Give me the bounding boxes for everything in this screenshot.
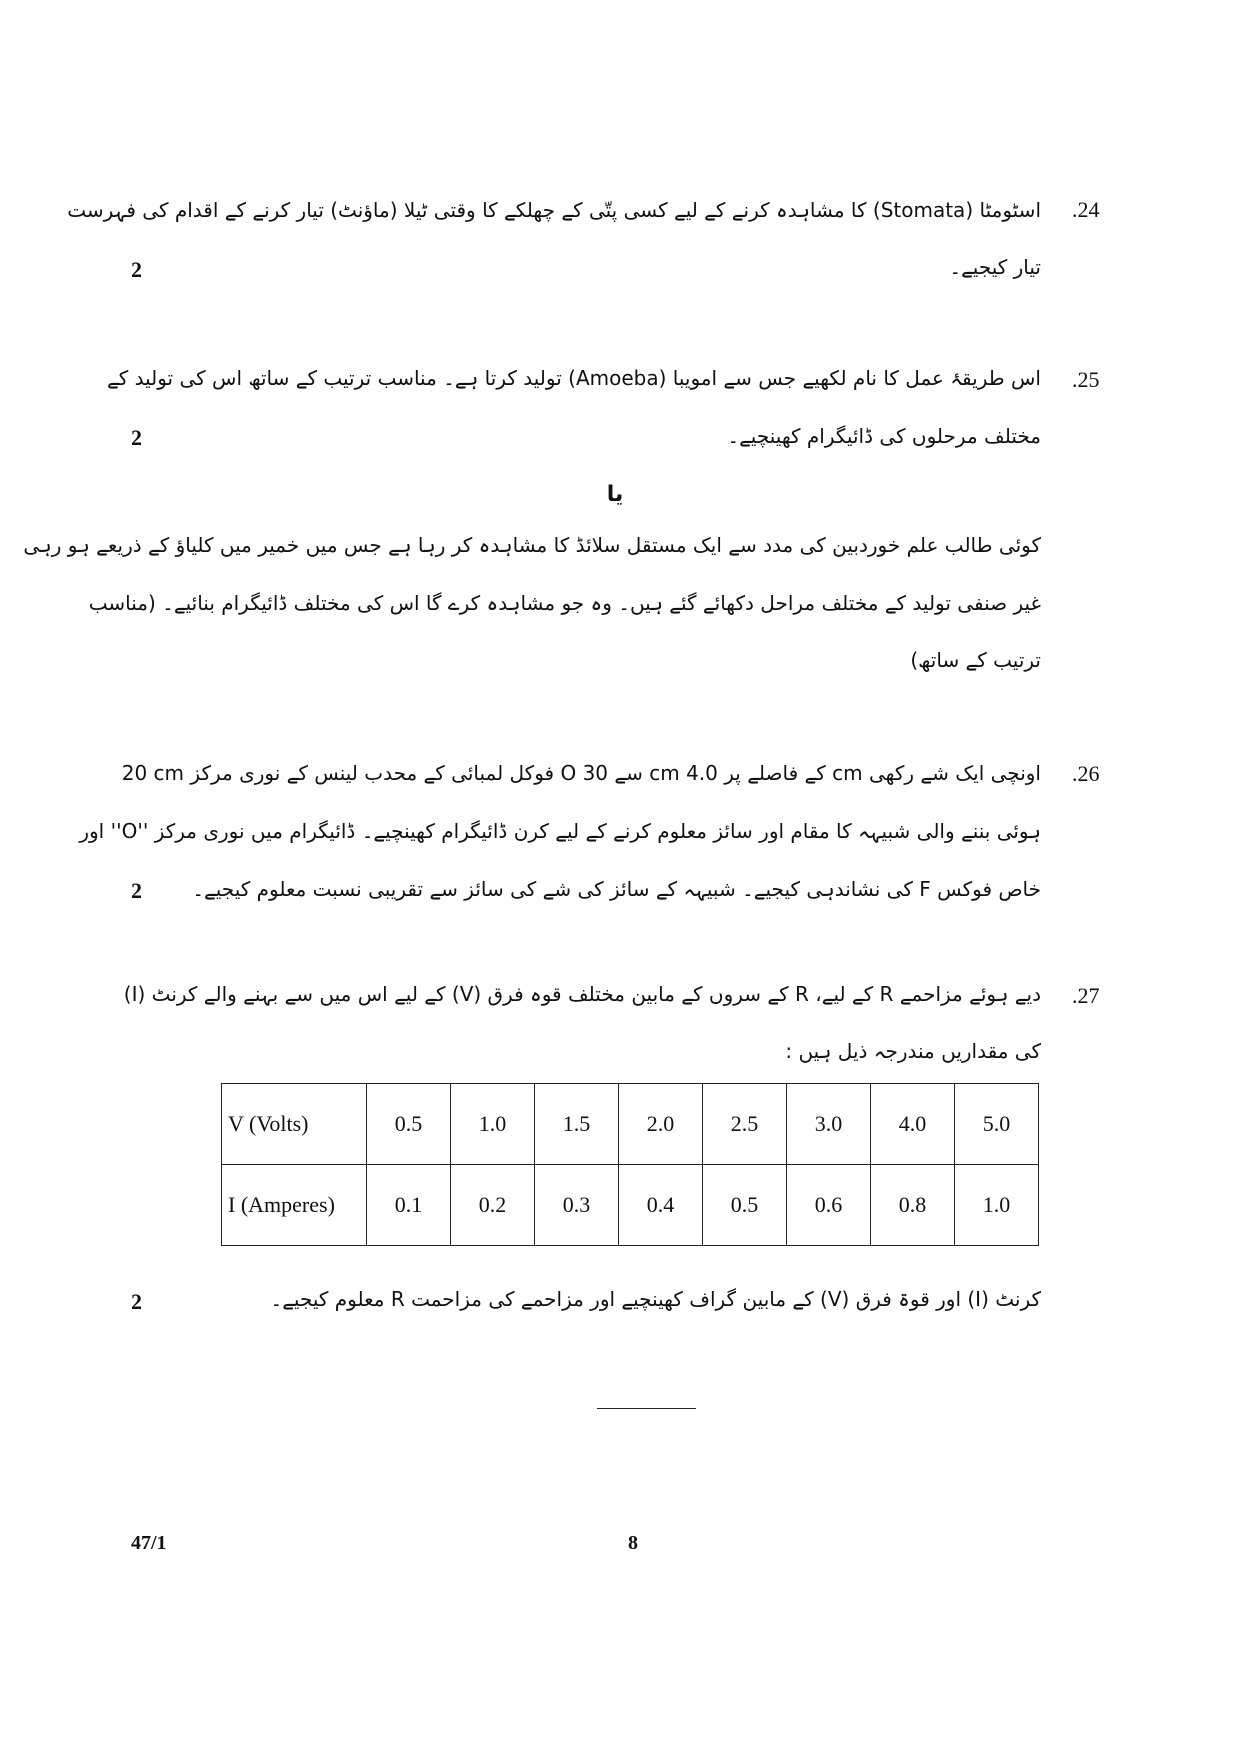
table-cell: 1.0 [451, 1084, 535, 1165]
question-24-marks: 2 [131, 257, 142, 282]
table-cell: 5.0 [955, 1084, 1039, 1165]
table-cell: 0.5 [367, 1084, 451, 1165]
end-divider [597, 1408, 696, 1409]
table-cell: 0.8 [871, 1165, 955, 1246]
table-cell: 0.4 [619, 1165, 703, 1246]
question-27-after-table: کرنٹ (I) اور قوۃ فرق (V) کے مابین گراف کھینچیے اور مزاحمے کی مزاحمت R معلوم کیجیے۔ [270, 1287, 1041, 1311]
question-25-or-line-2: غیر صنفی تولید کے مختلف مراحل دکھائے گئے ہیں۔ وہ جو مشاہدہ کرے گا اس کی مختلف ڈائیگرام بنائیے۔ (مناسب [88, 591, 1041, 615]
table-cell: 0.5 [703, 1165, 787, 1246]
table-row-current [222, 1165, 1039, 1246]
question-27-line-1: دیے ہوئے مزاحمے R کے لیے، R کے سروں کے مابین مختلف قوہ فرق (V) کے لیے اس میں سے بہنے والے کرنٹ (I) [123, 982, 1041, 1006]
question-25-line-1: اس طریقۂ عمل کا نام لکھیے جس سے امویبا (Amoeba) تولید کرتا ہے۔ مناسب ترتیب کے ساتھ اس کی تولید کے [107, 366, 1041, 390]
question-27-line-2: کی مقداریں مندرجہ ذیل ہیں : [785, 1039, 1041, 1063]
table-cell: 1.0 [955, 1165, 1039, 1246]
question-26-line-2: ہوئی بننے والی شبیہہ کا مقام اور سائز معلوم کرنے کے لیے کرن ڈائیگرام کھینچیے۔ ڈائیگرام میں نوری مرکز ''O'' اور [79, 819, 1041, 843]
question-26-line-1: 20 cm فوکل لمبائی کے محدب لینس کے نوری مرکز O سے 30 cm کے فاصلے پر 4.0 cm اونچی ایک شے رکھی [121, 761, 1041, 785]
question-24-line-1: اسٹومٹا (Stomata) کا مشاہدہ کرنے کے لیے کسی پتّی کے چھلکے کا وقتی ٹیلا (ماؤنٹ) تیار کرنے کے اقدام کی فہرست [67, 198, 1041, 222]
question-25-marks: 2 [131, 425, 142, 450]
question-25-number: .25 [1072, 367, 1100, 392]
table-cell: 2.5 [703, 1084, 787, 1165]
question-24-line-2: تیار کیجیے۔ [949, 255, 1041, 279]
question-25-or-line-1: کوئی طالب علم خوردبین کی مدد سے ایک مستقل سلائڈ کا مشاہدہ کر رہا ہے جس میں خمیر میں کلیاؤ کے ذریعے ہو رہی [23, 533, 1041, 557]
question-25-line-2: مختلف مرحلوں کی ڈائیگرام کھینچیے۔ [727, 424, 1041, 448]
table-cell: 4.0 [871, 1084, 955, 1165]
table-row-label: I (Amperes) [222, 1165, 367, 1246]
question-26-marks: 2 [131, 878, 142, 903]
or-label: یا [606, 482, 624, 507]
table-cell: 0.1 [367, 1165, 451, 1246]
table-cell: 3.0 [787, 1084, 871, 1165]
table-cell: 2.0 [619, 1084, 703, 1165]
table-cell: 0.2 [451, 1165, 535, 1246]
table-cell: 0.3 [535, 1165, 619, 1246]
table-row-voltage [222, 1084, 1039, 1165]
table-cell: 1.5 [535, 1084, 619, 1165]
table-cell: 0.6 [787, 1165, 871, 1246]
question-24-number: .24 [1072, 197, 1100, 222]
question-26-line-3: خاص فوکس F کی نشاندہی کیجیے۔ شبیہہ کے سائز کی شے کی سائز سے تقریبی نسبت معلوم کیجیے۔ [192, 877, 1041, 901]
question-27-number: .27 [1072, 983, 1100, 1008]
question-26-number: .26 [1072, 761, 1100, 786]
table-row-label: V (Volts) [222, 1084, 367, 1165]
question-27-marks: 2 [131, 1289, 142, 1314]
page-number: 8 [628, 1532, 638, 1554]
footer-code: 47/1 [131, 1532, 167, 1554]
voltage-current-table [221, 1083, 1039, 1246]
question-25-or-line-3: ترتیب کے ساتھ) [910, 648, 1041, 672]
